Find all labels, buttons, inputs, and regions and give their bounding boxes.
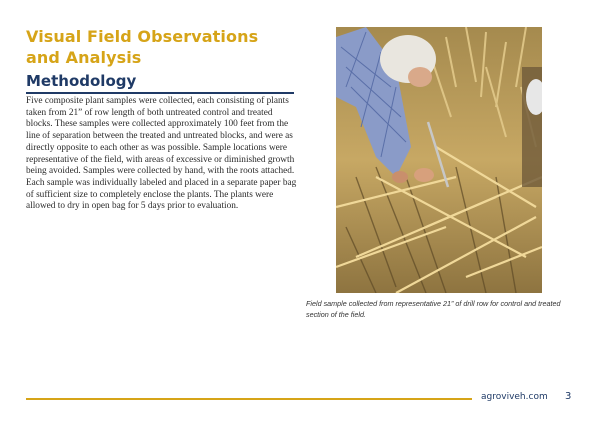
wheat-field-illustration: [336, 27, 542, 293]
footer-website-link[interactable]: agroviveh.com: [481, 392, 548, 402]
section-heading: Methodology: [26, 72, 137, 90]
footer-divider: [26, 398, 472, 400]
heading-divider: [26, 92, 294, 94]
figure-caption: Field sample collected from representative 21” of drill row for control and treated section of the field.: [306, 299, 561, 319]
page-title: Visual Field Observations and Analysis: [26, 27, 259, 67]
page-number: 3: [565, 391, 572, 402]
field-sample-photo: [336, 27, 542, 293]
methodology-paragraph: Five composite plant samples were collected, each consisting of plants taken from 21” of row length of both untreated control and treated blocks. These samples were collected approximately 100 feet from the line of separation between the treated and untreated blocks, and were as directly opposite to each other as was possible. Sample locations were representative of the field, with areas of excessive or diminished growth being avoided. Samples were collected by hand, with the roots attached. Each sample was individually labeled and placed in a separate paper bag of sufficient size to completely enclose the plants. The plants were allowed to dry in open bag for 5 days prior to evaluation.: [26, 96, 297, 212]
